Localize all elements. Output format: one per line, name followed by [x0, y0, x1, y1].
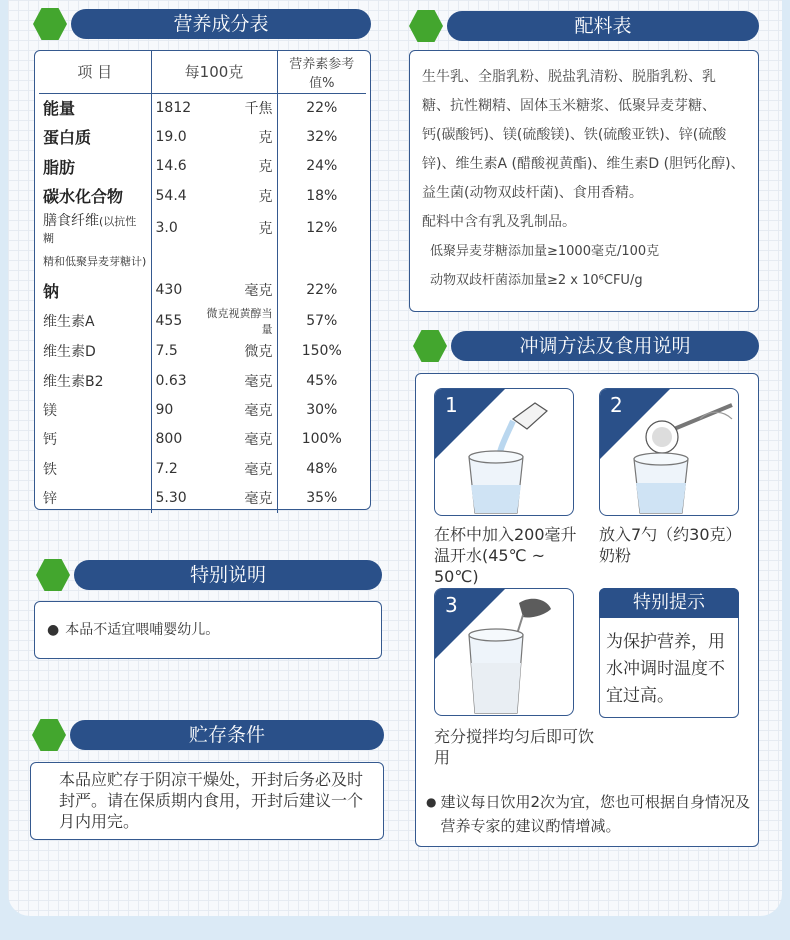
nutrient-name: 维生素D — [43, 344, 96, 361]
nutrient-unit: 毫克 — [199, 395, 277, 424]
nutrient-unit: 微克 — [199, 337, 277, 366]
nutrient-unit: 克 — [199, 210, 277, 246]
nutrient-unit: 毫克 — [199, 483, 277, 512]
table-row — [39, 425, 366, 454]
hexagon-icon — [413, 329, 447, 363]
table-header-row — [39, 51, 366, 93]
nutrient-value: 19.0 — [151, 122, 199, 151]
table-row — [39, 246, 366, 275]
step-1-caption: 在杯中加入200毫升温开水(45℃ ~ 50℃) — [434, 525, 577, 586]
advice-text: 建议每日饮用2次为宜，您也可根据自身情况及营养专家的建议酌情增减。 — [440, 793, 751, 835]
nutrient-nrv: 100% — [301, 431, 342, 448]
nutrient-unit: 克 — [199, 122, 277, 151]
nutrient-unit: 克 — [199, 181, 277, 210]
nutrient-nrv: 48% — [306, 460, 338, 477]
table-row — [39, 305, 366, 337]
nutrient-nrv: 150% — [301, 343, 342, 360]
nutrient-nrv: 18% — [306, 187, 338, 204]
storage-text: 本品应贮存于阴凉干燥处，开封后务必及时封严。请在保质期内食用，开封后建议一个月内用完。 — [59, 770, 364, 831]
nutrient-value: 430 — [151, 275, 199, 304]
nutrient-nrv: 22% — [306, 99, 338, 116]
nutrient-name: 维生素A — [43, 313, 95, 330]
nutrient-name-note: (以抗性糊 — [43, 215, 137, 246]
table-row — [39, 366, 366, 395]
nutrition-header — [33, 9, 371, 39]
hexagon-icon — [32, 718, 66, 752]
nutrient-name: 蛋白质 — [43, 128, 92, 148]
special-text: 本品不适宜喂哺婴幼儿。 — [65, 622, 220, 638]
table-row — [39, 337, 366, 366]
table-row — [39, 483, 366, 512]
storage-header — [32, 720, 384, 750]
table-row — [39, 395, 366, 424]
special-header — [36, 560, 382, 590]
nutrient-name: 维生素B2 — [43, 373, 104, 390]
table-row — [39, 210, 366, 246]
header-nrv: 营养素参考值% — [277, 51, 366, 93]
step-1-number: 1 — [445, 393, 458, 417]
nutrient-nrv: 22% — [306, 282, 338, 299]
storage-title: 贮存条件 — [70, 720, 384, 750]
nutrient-name: 精和低聚异麦芽糖计) — [43, 254, 147, 268]
step-3-caption: 充分搅拌均匀后即可饮用 — [434, 727, 595, 767]
table-row — [39, 454, 366, 483]
special-title: 特别说明 — [74, 560, 382, 590]
prep-header — [413, 331, 759, 361]
header-per100g: 每100克 — [151, 51, 277, 93]
header-item: 项 目 — [39, 51, 151, 93]
nutrient-name: 锌 — [43, 490, 57, 507]
nutrient-unit: 毫克 — [199, 366, 277, 395]
nutrient-value: 7.2 — [151, 454, 199, 483]
nutrient-nrv: 30% — [306, 402, 338, 419]
ingredients-box — [409, 50, 759, 312]
ingredient-line: 糖、抗性糊精、固体玉米糖浆、低聚异麦芽糖、 — [422, 98, 716, 114]
hexagon-icon — [36, 558, 70, 592]
nutrient-nrv: 35% — [306, 489, 338, 506]
nutrient-unit: 毫克 — [199, 425, 277, 454]
advice — [426, 790, 752, 838]
nutrient-name: 钠 — [43, 281, 60, 301]
nutrient-name: 镁 — [43, 403, 57, 420]
nutrient-value: 0.63 — [151, 366, 199, 395]
ingredient-line: 钙(碳酸钙)、镁(硫酸镁)、铁(硫酸亚铁)、锌(硫酸 — [422, 127, 727, 143]
step-3-number: 3 — [445, 593, 458, 617]
ingredient-note: 动物双歧杆菌添加量≥2 x 10⁶CFU/g — [430, 273, 643, 288]
step-2-illustration — [599, 388, 739, 516]
nutrient-value: 1812 — [151, 93, 199, 122]
ingredients-title: 配料表 — [447, 11, 759, 41]
ingredient-note: 低聚异麦芽糖添加量≥1000毫克/100克 — [430, 244, 660, 259]
ingredient-line: 配料中含有乳及乳制品。 — [422, 214, 576, 230]
stir-icon — [435, 589, 574, 716]
nutrient-value: 90 — [151, 395, 199, 424]
nutrient-nrv: 12% — [306, 220, 338, 237]
tip-box — [599, 588, 739, 718]
nutrient-name: 能量 — [43, 99, 76, 119]
nutrient-nrv: 24% — [306, 158, 338, 175]
nutrient-name: 膳食纤维(以抗性糊 — [43, 213, 137, 246]
nutrient-value: 455 — [151, 305, 199, 337]
tip-text: 为保护营养，用水冲调时温度不宜过高。 — [606, 632, 725, 706]
ingredients-header — [409, 11, 759, 41]
step-1-illustration — [434, 388, 574, 516]
nutrient-name: 钙 — [43, 432, 57, 449]
hexagon-icon — [409, 9, 443, 43]
pour-water-icon — [435, 389, 574, 516]
nutrient-value: 5.30 — [151, 483, 199, 512]
nutrient-unit: 微克视黄醇当量 — [199, 305, 277, 337]
nutrient-nrv — [277, 246, 366, 275]
nutrient-unit — [199, 246, 277, 275]
tip-title: 特别提示 — [599, 588, 739, 618]
nutrient-value: 7.5 — [151, 337, 199, 366]
ingredient-line: 生牛乳、全脂乳粉、脱盐乳清粉、脱脂乳粉、乳 — [422, 69, 716, 85]
nutrient-value: 3.0 — [151, 210, 199, 246]
nutrition-title: 营养成分表 — [71, 9, 371, 39]
bullet-dot-icon: ● — [47, 622, 60, 638]
table-row — [39, 122, 366, 151]
nutrition-table-box — [34, 50, 371, 510]
scoop-powder-icon — [600, 389, 739, 516]
ingredient-line: 益生菌(动物双歧杆菌)、食用香精。 — [422, 185, 643, 201]
nutrient-value — [151, 246, 199, 275]
prep-title: 冲调方法及食用说明 — [451, 331, 759, 361]
step-2-number: 2 — [610, 393, 623, 417]
nutrient-nrv: 45% — [306, 372, 338, 389]
special-box — [34, 601, 382, 659]
hexagon-icon — [33, 7, 67, 41]
bullet-dot-icon: ● — [426, 795, 437, 809]
nutrient-name: 碳水化合物 — [43, 187, 124, 207]
table-row — [39, 275, 366, 304]
storage-box — [30, 762, 384, 840]
table-row — [39, 152, 366, 181]
step-2-caption: 放入7勺（约30克）奶粉 — [599, 525, 742, 565]
nutrient-nrv: 57% — [306, 312, 338, 329]
nutrient-unit: 毫克 — [199, 454, 277, 483]
nutrient-value: 14.6 — [151, 152, 199, 181]
nutrient-unit: 克 — [199, 152, 277, 181]
nutrient-unit: 毫克 — [199, 275, 277, 304]
nutrient-nrv: 32% — [306, 128, 338, 145]
table-row — [39, 181, 366, 210]
nutrient-name: 脂肪 — [43, 157, 76, 177]
nutrient-value: 800 — [151, 425, 199, 454]
nutrient-name: 铁 — [43, 461, 57, 478]
table-row — [39, 93, 366, 122]
nutrient-unit: 千焦 — [199, 93, 277, 122]
prep-box — [415, 373, 759, 847]
nutrient-value: 54.4 — [151, 181, 199, 210]
step-3-illustration — [434, 588, 574, 716]
nutrition-table — [39, 51, 366, 513]
ingredient-line: 锌)、维生素A (醋酸视黄酯)、维生素D (胆钙化醇)、 — [422, 156, 745, 172]
